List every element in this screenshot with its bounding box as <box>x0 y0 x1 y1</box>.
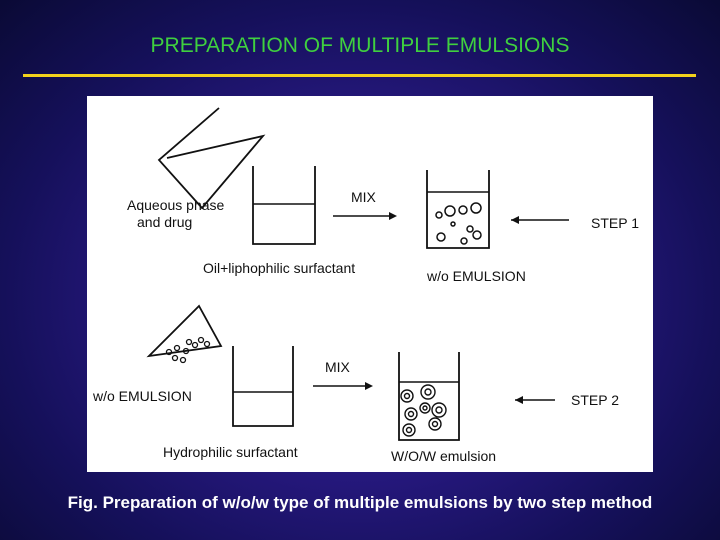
step1-pointer-arrowhead <box>511 216 519 224</box>
step1-beaker-label: Oil+liphophilic surfactant <box>203 260 356 276</box>
droplet <box>437 233 445 241</box>
inner-droplet <box>436 407 442 413</box>
step2-mix-label: MIX <box>325 359 350 375</box>
pouring-flask-1 <box>159 108 263 208</box>
droplet <box>199 338 204 343</box>
emulsion-diagram <box>87 96 653 472</box>
droplet <box>181 358 186 363</box>
inner-droplet <box>407 428 412 433</box>
wow-double-droplets <box>401 385 446 436</box>
droplet <box>175 346 180 351</box>
outer-droplet <box>420 403 430 413</box>
outer-droplet <box>401 390 413 402</box>
droplet <box>436 212 442 218</box>
inner-droplet <box>409 412 414 417</box>
droplet <box>473 231 481 239</box>
figure-caption: Fig. Preparation of w/o/w type of multiple emulsions by two step method <box>67 493 653 512</box>
step2-beaker-label: Hydrophilic surfactant <box>163 444 298 460</box>
step2-label: STEP 2 <box>571 392 619 408</box>
droplet <box>193 343 198 348</box>
step1-label: STEP 1 <box>591 215 639 231</box>
droplet <box>467 226 473 232</box>
inner-droplet <box>433 422 438 427</box>
step1-product-label: w/o EMULSION <box>427 268 526 284</box>
flask-2-droplets <box>167 338 210 363</box>
beaker-1 <box>253 166 315 244</box>
inner-droplet <box>423 406 427 410</box>
outer-droplet <box>403 424 415 436</box>
outer-droplet <box>429 418 441 430</box>
inner-droplet <box>425 389 431 395</box>
droplet <box>451 222 455 226</box>
droplet <box>187 340 192 345</box>
step1-input-label-line1: Aqueous phase <box>127 197 225 213</box>
step2-mix-arrowhead <box>365 382 373 390</box>
step2-pointer-arrowhead <box>515 396 523 404</box>
inner-droplet <box>405 394 410 399</box>
droplet <box>445 206 455 216</box>
droplet <box>173 356 178 361</box>
step1-mix-arrowhead <box>389 212 397 220</box>
droplet <box>459 206 467 214</box>
step2-input-label: w/o EMULSION <box>93 388 192 404</box>
title-underline <box>23 74 696 77</box>
wo-droplets <box>436 203 481 244</box>
outer-droplet <box>421 385 435 399</box>
beaker-2 <box>427 170 489 248</box>
outer-droplet <box>405 408 417 420</box>
beaker-3 <box>233 346 293 426</box>
droplet <box>205 342 210 347</box>
droplet <box>471 203 481 213</box>
step2-product-label: W/O/W emulsion <box>391 448 497 464</box>
diagram-panel <box>87 96 653 472</box>
outer-droplet <box>432 403 446 417</box>
slide-title: PREPARATION OF MULTIPLE EMULSIONS <box>150 34 570 57</box>
step1-input-label-line2: and drug <box>137 214 193 230</box>
droplet <box>461 238 467 244</box>
step1-mix-label: MIX <box>351 189 376 205</box>
